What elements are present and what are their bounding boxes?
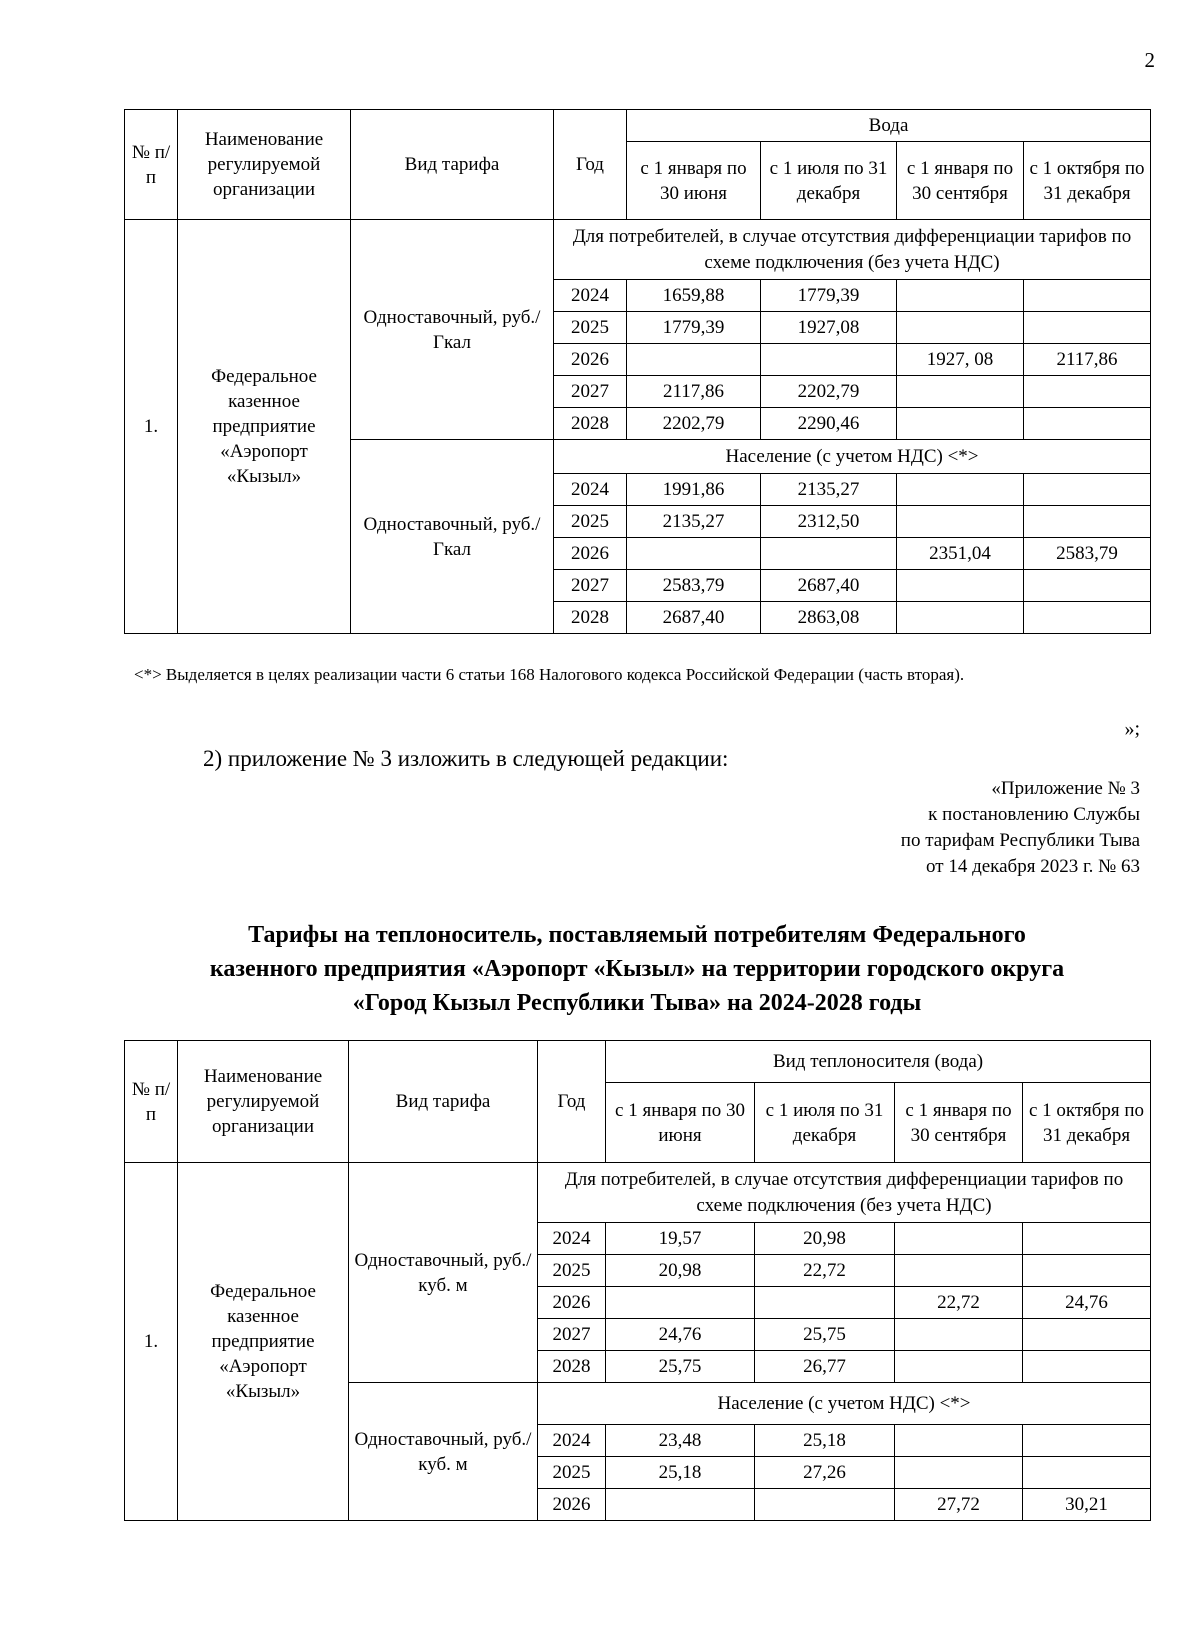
value-cell	[1023, 1425, 1151, 1457]
appendix-line: «Приложение № 3	[991, 778, 1140, 799]
tariff-type: Одноставочный, руб./Гкал	[351, 440, 554, 634]
year-cell: 2027	[554, 376, 627, 408]
value-cell: 25,75	[755, 1319, 895, 1351]
tariff-type: Одноставочный, руб./куб. м	[349, 1383, 538, 1521]
value-cell	[897, 474, 1024, 506]
value-cell: 24,76	[606, 1319, 755, 1351]
col-group-header-water: Вода	[627, 110, 1151, 142]
value-cell: 25,18	[755, 1425, 895, 1457]
value-cell	[1024, 570, 1151, 602]
col-header-period-2: с 1 июля по 31 декабря	[761, 142, 897, 220]
col-header-number: № п/п	[125, 110, 178, 220]
value-cell: 25,18	[606, 1457, 755, 1489]
year-cell: 2026	[538, 1489, 606, 1521]
year-cell: 2027	[554, 570, 627, 602]
appendix-reference	[700, 776, 1140, 880]
value-cell	[1023, 1255, 1151, 1287]
closing-quote: »;	[1124, 718, 1140, 740]
col-header-year: Год	[538, 1041, 606, 1163]
value-cell: 1927,08	[761, 312, 897, 344]
value-cell	[895, 1319, 1023, 1351]
value-cell	[761, 538, 897, 570]
year-cell: 2027	[538, 1319, 606, 1351]
year-cell: 2024	[554, 280, 627, 312]
value-cell	[1023, 1223, 1151, 1255]
value-cell	[897, 570, 1024, 602]
value-cell: 2135,27	[627, 506, 761, 538]
col-header-tariff-type: Вид тарифа	[349, 1041, 538, 1163]
col-header-period-4: с 1 октября по 31 декабря	[1023, 1083, 1151, 1163]
page-number: 2	[1144, 48, 1155, 72]
value-cell	[755, 1489, 895, 1521]
col-header-year: Год	[554, 110, 627, 220]
value-cell: 2135,27	[761, 474, 897, 506]
value-cell: 30,21	[1023, 1489, 1151, 1521]
year-cell: 2028	[554, 602, 627, 634]
value-cell: 2202,79	[627, 408, 761, 440]
row-number: 1.	[125, 220, 178, 634]
value-cell	[1024, 408, 1151, 440]
value-cell: 23,48	[606, 1425, 755, 1457]
col-header-tariff-type: Вид тарифа	[351, 110, 554, 220]
value-cell	[897, 376, 1024, 408]
value-cell	[627, 344, 761, 376]
value-cell	[606, 1489, 755, 1521]
document-title	[124, 918, 1150, 1020]
value-cell: 2583,79	[1024, 538, 1151, 570]
value-cell	[761, 344, 897, 376]
year-cell: 2026	[554, 538, 627, 570]
value-cell	[1024, 280, 1151, 312]
value-cell: 27,72	[895, 1489, 1023, 1521]
heat-carrier-tariff-table	[124, 1040, 1151, 1521]
value-cell	[895, 1457, 1023, 1489]
year-cell: 2025	[538, 1255, 606, 1287]
value-cell: 25,75	[606, 1351, 755, 1383]
title-line: «Город Кызыл Республики Тыва» на 2024-2028 годы	[352, 990, 922, 1016]
value-cell	[897, 506, 1024, 538]
value-cell	[1023, 1457, 1151, 1489]
value-cell: 1779,39	[627, 312, 761, 344]
appendix-line: от 14 декабря 2023 г. № 63	[926, 856, 1140, 877]
value-cell: 2687,40	[761, 570, 897, 602]
appendix-line: по тарифам Республики Тыва	[900, 830, 1140, 851]
value-cell: 2687,40	[627, 602, 761, 634]
year-cell: 2024	[554, 474, 627, 506]
year-cell: 2025	[554, 312, 627, 344]
year-cell: 2024	[538, 1425, 606, 1457]
value-cell	[897, 408, 1024, 440]
value-cell	[1023, 1319, 1151, 1351]
value-cell: 2117,86	[1024, 344, 1151, 376]
value-cell	[606, 1287, 755, 1319]
col-header-period-3: с 1 января по 30 сентября	[897, 142, 1024, 220]
tariff-type: Одноставочный, руб./Гкал	[351, 220, 554, 440]
organization-name: Федеральное казенное предприятие «Аэропорт «Кызыл»	[178, 220, 351, 634]
col-header-period-4: с 1 октября по 31 декабря	[1024, 142, 1151, 220]
value-cell	[1024, 474, 1151, 506]
appendix-line: к постановлению Службы	[928, 804, 1140, 825]
col-header-organization: Наименование регулируемой организации	[178, 1041, 349, 1163]
year-cell: 2028	[538, 1351, 606, 1383]
value-cell: 26,77	[755, 1351, 895, 1383]
col-header-period-3: с 1 января по 30 сентября	[895, 1083, 1023, 1163]
organization-name: Федеральное казенное предприятие «Аэропорт «Кызыл»	[178, 1163, 349, 1521]
year-cell: 2026	[538, 1287, 606, 1319]
col-header-organization: Наименование регулируемой организации	[178, 110, 351, 220]
col-header-number: № п/п	[125, 1041, 178, 1163]
value-cell: 19,57	[606, 1223, 755, 1255]
value-cell: 20,98	[755, 1223, 895, 1255]
value-cell: 20,98	[606, 1255, 755, 1287]
col-header-period-2: с 1 июля по 31 декабря	[755, 1083, 895, 1163]
value-cell: 2290,46	[761, 408, 897, 440]
value-cell: 2583,79	[627, 570, 761, 602]
col-group-header-heat-carrier: Вид теплоносителя (вода)	[606, 1041, 1151, 1083]
section-title: Население (с учетом НДС) <*>	[538, 1383, 1151, 1425]
value-cell: 2863,08	[761, 602, 897, 634]
value-cell	[895, 1223, 1023, 1255]
value-cell: 1659,88	[627, 280, 761, 312]
value-cell: 2202,79	[761, 376, 897, 408]
value-cell: 2312,50	[761, 506, 897, 538]
value-cell: 1991,86	[627, 474, 761, 506]
value-cell	[895, 1351, 1023, 1383]
value-cell: 2351,04	[897, 538, 1024, 570]
value-cell	[1024, 376, 1151, 408]
year-cell: 2026	[554, 344, 627, 376]
value-cell	[897, 280, 1024, 312]
water-tariff-table	[124, 109, 1151, 634]
title-line: Тарифы на теплоноситель, поставляемый потребителям Федерального	[248, 922, 1026, 948]
value-cell	[1023, 1351, 1151, 1383]
section-title: Для потребителей, в случае отсутствия дифференциации тарифов по схеме подключения (без учета НДС)	[554, 220, 1151, 280]
value-cell	[895, 1255, 1023, 1287]
amendment-instruction: 2) приложение № 3 изложить в следующей редакции:	[203, 746, 729, 771]
value-cell	[1024, 602, 1151, 634]
value-cell	[1024, 312, 1151, 344]
value-cell	[627, 538, 761, 570]
footnote: <*> Выделяется в целях реализации части 6 статьи 168 Налогового кодекса Российской Федерации (часть вторая).	[134, 665, 965, 684]
value-cell	[897, 602, 1024, 634]
value-cell	[1024, 506, 1151, 538]
value-cell: 1927, 08	[897, 344, 1024, 376]
tariff-type: Одноставочный, руб./куб. м	[349, 1163, 538, 1383]
value-cell	[895, 1425, 1023, 1457]
value-cell: 27,26	[755, 1457, 895, 1489]
value-cell	[897, 312, 1024, 344]
col-header-period-1: с 1 января по 30 июня	[627, 142, 761, 220]
row-number: 1.	[125, 1163, 178, 1521]
year-cell: 2028	[554, 408, 627, 440]
value-cell: 22,72	[755, 1255, 895, 1287]
col-header-period-1: с 1 января по 30 июня	[606, 1083, 755, 1163]
year-cell: 2024	[538, 1223, 606, 1255]
value-cell: 24,76	[1023, 1287, 1151, 1319]
section-title: Для потребителей, в случае отсутствия дифференциации тарифов по схеме подключения (без учета НДС)	[538, 1163, 1151, 1223]
value-cell: 1779,39	[761, 280, 897, 312]
value-cell	[755, 1287, 895, 1319]
year-cell: 2025	[554, 506, 627, 538]
value-cell: 22,72	[895, 1287, 1023, 1319]
section-title: Население (с учетом НДС) <*>	[554, 440, 1151, 474]
value-cell: 2117,86	[627, 376, 761, 408]
year-cell: 2025	[538, 1457, 606, 1489]
title-line: казенного предприятия «Аэропорт «Кызыл» на территории городского округа	[209, 956, 1065, 982]
